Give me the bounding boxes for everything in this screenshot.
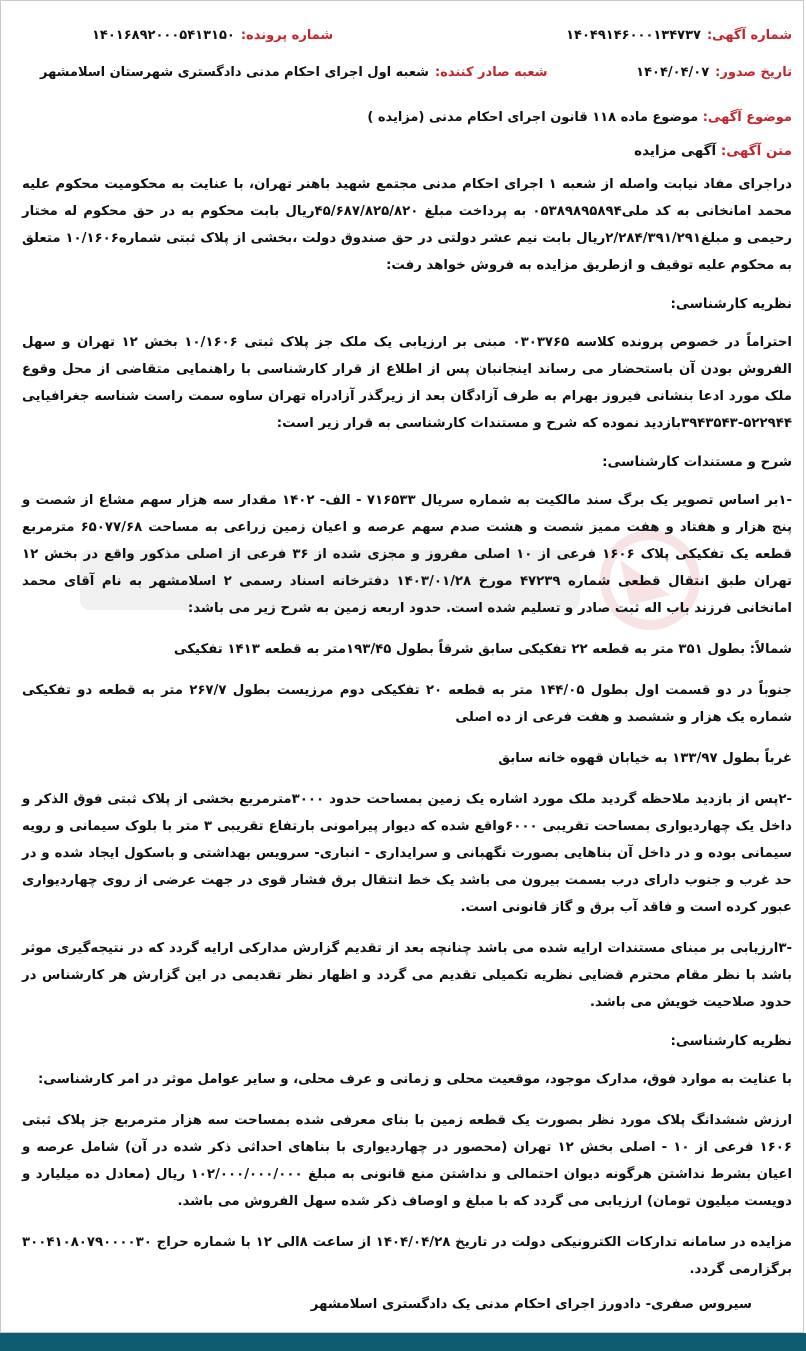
- west-boundary: غرباً بطول ۱۳۳/۹۷ به خیابان قهوه خانه سابق: [498, 751, 792, 766]
- north-boundary: شمالاً: بطول ۳۵۱ متر به قطعه ۲۲ تفکیکی سابق شرقاً بطول ۱۹۳/۴۵متر به قطعه ۱۴۱۳ تفکیکی: [173, 642, 792, 657]
- header-row-2: [22, 65, 792, 80]
- case-number-label: شماره پرونده:: [240, 28, 334, 43]
- bottom-bar: [0, 1333, 806, 1351]
- issuer: [40, 65, 547, 80]
- issuer-value: شعبه اول اجرای احکام مدنی دادگستری شهرستان اسلامشهر: [40, 65, 429, 80]
- issue-date-value: ۱۴۰۴/۰۴/۰۷: [636, 65, 710, 80]
- issuer-label: شعبه صادر کننده:: [434, 65, 548, 80]
- body-heading-value: آگهی مزایده: [634, 143, 717, 159]
- ad-document: [22, 28, 792, 1312]
- body-heading-label: متن آگهی:: [720, 143, 792, 159]
- valuation-paragraph: ارزش ششدانگ پلاک مورد نظر بصورت یک قطعه زمین با بنای معرفی شده بمساحت سه هزار مترمربع جز پلاک ثبتی ۱۶۰۶ فرعی از ۱۰ - اصلی بخش ۱۲ تهران (محصور در چهاردیواری با بناهای احداثی ذکر شده در آن) شامل عرصه و اعیان بشرط نداشتن هرگونه دیوان احتمالی و نداشتن منع قانونی به مبلغ ۱۰۲/۰۰۰/۰۰۰/۰۰۰ ریال (معادل ده میلیارد و دویست میلیون تومان) ارزیابی می گردد که با مبلغ و اوصاف ذکر شده سهل الفروش می باشد.: [22, 1113, 793, 1209]
- ad-number-label: شماره آگهی:: [706, 28, 792, 43]
- issue-date-label: تاریخ صدور:: [715, 65, 792, 80]
- expert-intro-paragraph: احتراماً در خصوص پرونده کلاسه ۰۳۰۳۷۶۵ مبنی بر ارزیابی یک ملک جز پلاک ثبتی ۱۰/۱۶۰۶ بخش ۱۲ تهران و سهل الفروش بودن آن باستحضار می رساند اینجانبان پس از اطلاع از قرار کارشناسی با راهنمایی متقاضی از محل وقوع ملک مورد ادعا بنشانی فیروز بهرام به طرف آزادگان بعد از زیرگذر آزادراه تهران ساوه سمت راست شناسه جغرافیایی ۵۲۲۹۴۴-۳۹۴۳۵۴۳بازدید نموده که شرح و مستندات کارشناسی به قرار زیر است:: [22, 335, 792, 431]
- body-heading: [22, 143, 792, 159]
- factors-paragraph: با عنایت به موارد فوق، مدارک موجود، موقعیت محلی و زمانی و عرف محلی، و سایر عوامل موثر در امر کارشناسی:: [37, 1072, 792, 1087]
- ad-number-value: ۱۴۰۴۹۱۴۶۰۰۰۱۳۴۷۳۷: [566, 28, 701, 43]
- ad-number: [566, 28, 792, 43]
- issue-date: [636, 65, 792, 80]
- case-number: [92, 28, 333, 43]
- documents-title: شرح و مستندات کارشناسی:: [602, 454, 792, 470]
- header-row-1: [22, 28, 792, 43]
- subject: [22, 110, 792, 125]
- item-2-paragraph: -۲پس از بازدید ملاحظه گردید ملک مورد اشاره یک زمین بمساحت حدود ۳۰۰۰مترمربع بخشی از پلاک ثبتی فوق الذکر و داخل یک چهاردیواری بمساحت تقریبی ۶۰۰۰واقع شده که دیوار پیرامونی بارتفاع تقریبی ۳ متر با بلوک سیمانی و رویه سیمانی بوده و در داخل آن بناهایی بصورت نگهبانی و سرایداری - انباری- سرویس بهداشتی و باسکول ایجاد شده و در حد غرب و جنوب دارای درب بسمت بیرون می باشد یک خط انتقال برق فشار قوی در جهت عرضی از روی چهاردیواری عبور کرده است و فاقد آب برق و گاز قانونی است.: [22, 792, 792, 915]
- item-3-paragraph: -۳ارزیابی بر مبنای مستندات ارایه شده می باشد چنانچه بعد از تقدیم گزارش مدارکی ارایه گردد که در نتیجه‌گیری موثر باشد با نظر مقام محترم قضایی نظریه تکمیلی تقدیم می گردد و اظهار نظر تقدیمی در این گزارش هر کارشناس در حدود صلاحیت خویش می باشد.: [22, 941, 792, 1010]
- auction-paragraph: مزایده در سامانه تدارکات الکترونیکی دولت در تاریخ ۱۴۰۴/۰۴/۲۸ از ساعت ۸الی ۱۲ با شماره حراج ۳۰۰۴۱۰۸۰۷۹۰۰۰۰۳۰ برگزارمی گردد.: [22, 1235, 792, 1277]
- item-1-paragraph: -۱بر اساس تصویر یک برگ سند مالکیت به شماره سریال ۷۱۶۵۳۳ - الف- ۱۴۰۲ مقدار سه هزار سهم مشاع از شصت و پنج هزار و هفتاد و هفت ممیز شصت و هشت صدم سهم عرصه و اعیان زمین زراعی به مساحت ۶۵۰۷۷/۶۸ مترمربع قطعه یک تفکیکی پلاک ۱۶۰۶ فرعی از ۱۰ اصلی مفروز و مجزی شده از ۳۶ فرعی از اصلی مذکور واقع در بخش ۱۲ تهران طبق انتقال قطعی شماره ۴۷۲۳۹ مورخ ۱۴۰۳/۰۱/۲۸ دفترخانه اسناد رسمی ۲ اسلامشهر به نام آقای محمد امانخانی فرزند باب اله ثبت صادر و تسلیم شده است. حدود اربعه زمین به شرح زیر می باشد:: [22, 493, 793, 616]
- case-number-value: ۱۴۰۱۶۸۹۲۰۰۰۵۴۱۳۱۵۰: [92, 28, 235, 43]
- expert-opinion-title: نظریه کارشناسی:: [670, 296, 792, 312]
- signature: سیروس صفری- دادورز اجرای احکام مدنی یک دادگستری اسلامشهر: [310, 1297, 752, 1312]
- south-boundary: جنوباً در دو قسمت اول بطول ۱۴۴/۰۵ متر به قطعه ۲۰ تفکیکی دوم مرزیست بطول ۲۶۷/۷ متر به قطعه دو تفکیکی شماره یک هزار و ششصد و هفت فرعی از ده اصلی: [22, 683, 792, 725]
- subject-label: موضوع آگهی:: [702, 110, 792, 125]
- intro-paragraph: دراجرای مفاد نیابت واصله از شعبه ۱ اجرای احکام مدنی مجتمع شهید باهنر تهران، با عنایت به محکومیت محکوم علیه محمد امانخانی به کد ملی۰۵۳۸۹۸۹۵۸۹۴ به پرداخت مبلغ ۴۵/۶۸۷/۸۲۵/۸۲۰ریال بابت محکوم به در حق محکوم له مختار رحیمی و مبلغ۲/۲۸۴/۳۹۱/۲۹۱ریال بابت نیم عشر دولتی در حق صندوق دولت ،بخشی از پلاک ثبتی شماره۱۰/۱۶۰۶ متعلق به محکوم علیه توقیف و ازطریق مزایده به فروش خواهد رفت:: [22, 177, 792, 273]
- subject-value: موضوع ماده ۱۱۸ قانون اجرای احکام مدنی (مزایده ): [367, 110, 699, 125]
- expert-opinion-title-2: نظریه کارشناسی:: [670, 1033, 792, 1049]
